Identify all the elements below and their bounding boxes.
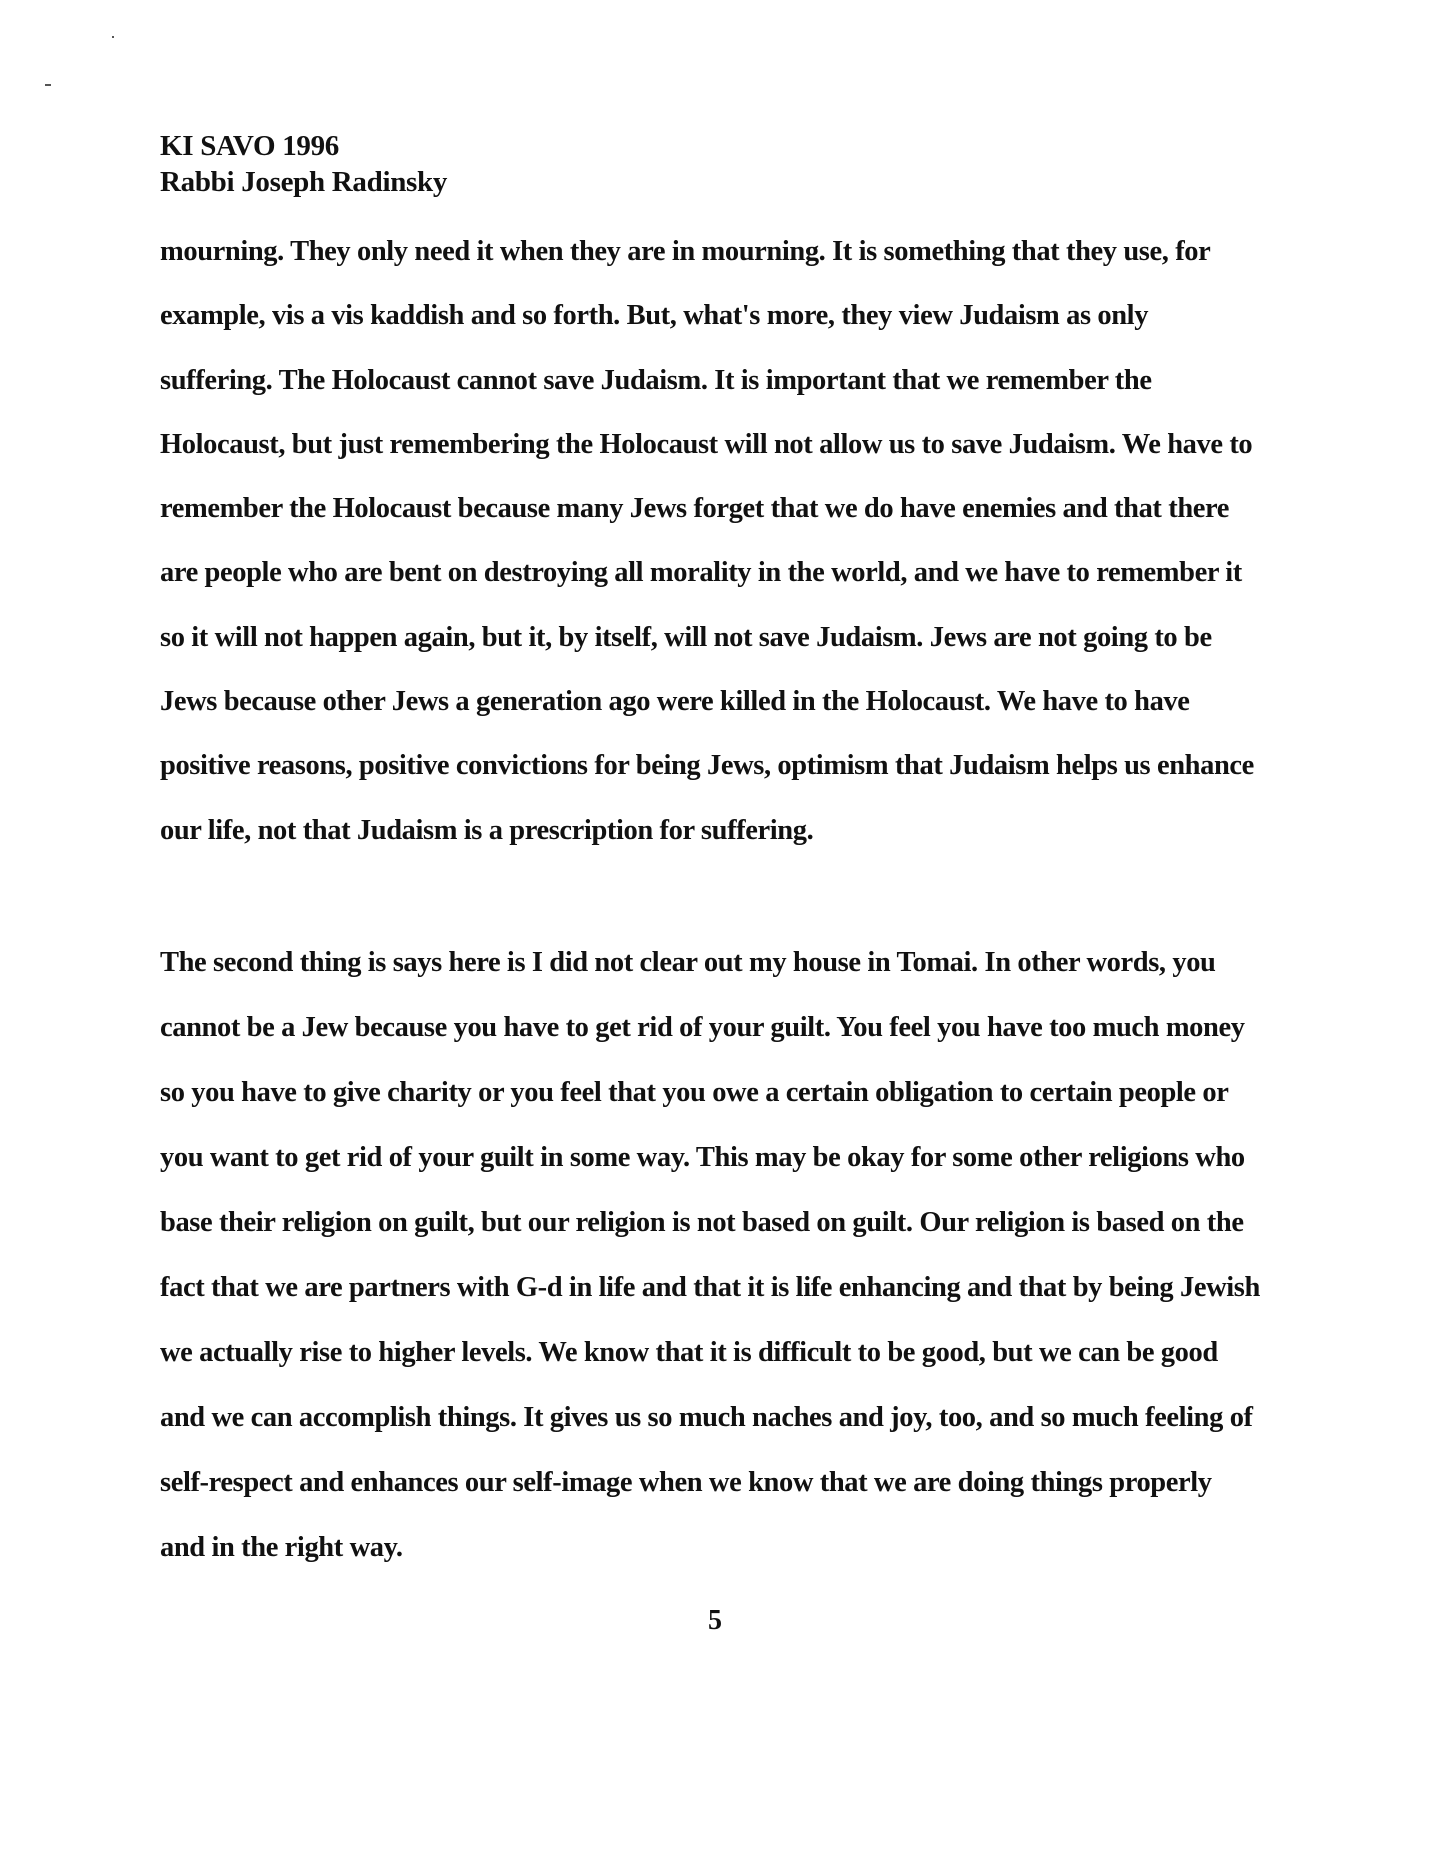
document-author: Rabbi Joseph Radinsky — [160, 166, 448, 198]
page-number: 5 — [708, 1605, 722, 1636]
document-title: KI SAVO 1996 — [160, 130, 339, 162]
document-header — [160, 128, 447, 200]
paragraph-1: mourning. They only need it when they are in mourning. It is something that they use, for example, vis a vis kaddish and so forth. But, what's more, they view Judaism as only suffering. The Holocaust cannot save Judaism. It is important that we remember the Holocaust, but just remembering the Holocaust will not allow us to save Judaism. We have to remember the Holocaust because many Jews forget that we do have enemies and that there are people who are bent on destroying all morality in the world, and we have to remember it so it will not happen again, but it, by itself, will not save Judaism. Jews are not going to be Jews because other Jews a generation ago were killed in the Holocaust. We have to have positive reasons, positive convictions for being Jews, optimism that Judaism helps us enhance our life, not that Judaism is a prescription for suffering. — [160, 236, 1254, 846]
scan-speck — [45, 84, 51, 86]
scan-speck — [112, 36, 114, 38]
paragraph-2: The second thing is says here is I did not clear out my house in Tomai. In other words, you cannot be a Jew because you have to get rid of your guilt. You feel you have too much money so you have to give charity or you feel that you owe a certain obligation to certain people or you want to get rid of your guilt in some way. This may be okay for some other religions who base their religion on guilt, but our religion is not based on guilt. Our religion is based on the fact that we are partners with G-d in life and that it is life enhancing and that by being Jewish we actually rise to higher levels. We know that it is difficult to be good, but we can be good and we can accomplish things. It gives us so much naches and joy, too, and so much feeling of self-respect and enhances our self-image when we know that we are doing things properly and in the right way. — [160, 947, 1260, 1563]
